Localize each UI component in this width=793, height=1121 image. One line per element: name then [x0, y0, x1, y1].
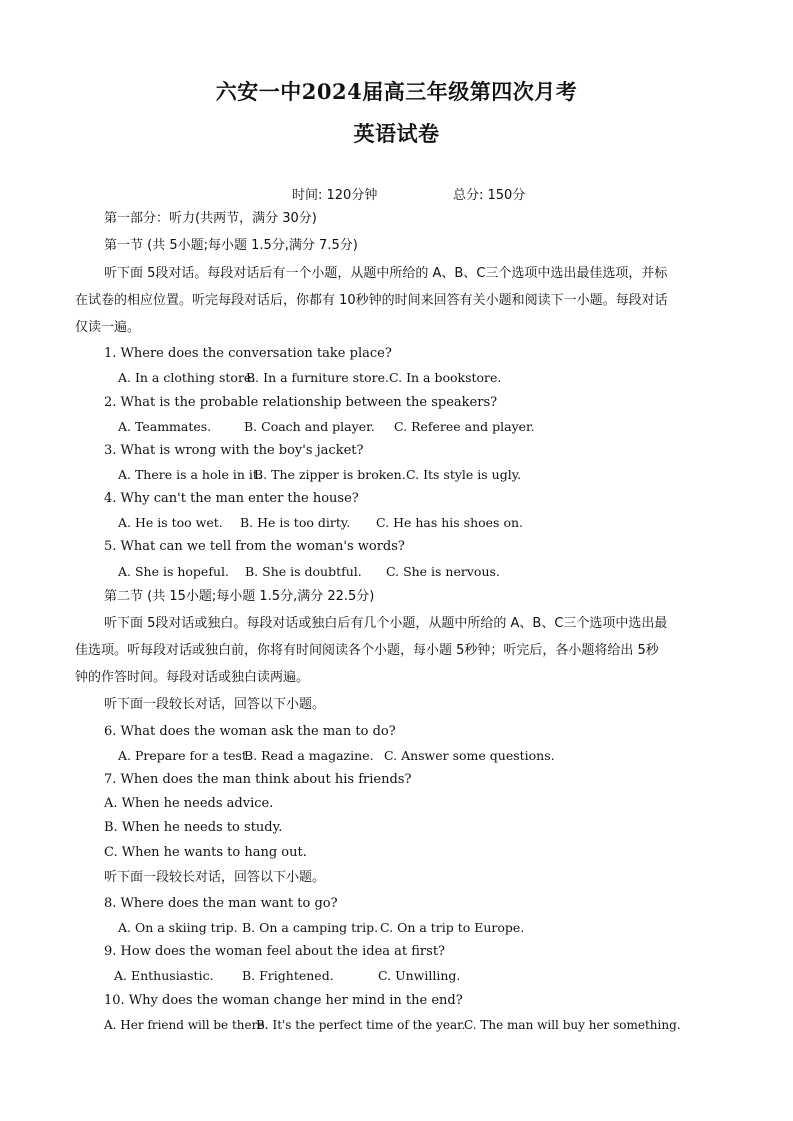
- exam-subtitle: 英语试卷: [353, 121, 440, 146]
- section2-heading: 第二节 (共 15小题;每小题 1.5分,满分 22.5分): [104, 589, 375, 604]
- option-c: C. She is nervous.: [386, 564, 500, 579]
- option-c: C. The man will buy her something.: [464, 1018, 681, 1032]
- option-c: C. Referee and player.: [394, 419, 535, 434]
- option-b: B. In a furniture store.: [246, 370, 389, 385]
- option-a: A. On a skiing trip.: [118, 920, 238, 935]
- option-b: B. She is doubtful.: [245, 564, 362, 579]
- option-c: C. He has his shoes on.: [376, 515, 523, 530]
- question-text: 8. Where does the man want to go?: [104, 896, 338, 911]
- part1-heading: 第一部分：听力(共两节，满分 30分): [104, 211, 317, 226]
- question-text: 10. Why does the woman change her mind in the end?: [104, 993, 463, 1008]
- option-c: C. Unwilling.: [378, 968, 461, 983]
- question-text: 2. What is the probable relationship between the speakers?: [104, 395, 498, 410]
- section2-instruction-line: 佳选项。听每段对话或独白前，你将有时间阅读各个小题，每小题 5秒钟；听完后，各小题将给出 5秒: [75, 643, 659, 658]
- question-text: 1. Where does the conversation take place?: [104, 346, 392, 361]
- option-c: C. When he wants to hang out.: [104, 845, 307, 860]
- section1-instruction-line: 在试卷的相应位置。听完每段对话后，你都有 10秒钟的时间来回答有关小题和阅读下一小题。每段对话: [75, 293, 668, 308]
- option-b: B. The zipper is broken.: [254, 467, 406, 482]
- option-b: B. It's the perfect time of the year.: [256, 1018, 466, 1032]
- section2-instruction-line: 听下面 5段对话或独白。每段对话或独白后有几个小题，从题中所给的 A、B、C三个选项中选出最: [104, 616, 668, 631]
- option-b: B. Read a magazine.: [244, 748, 374, 763]
- option-b: B. When he needs to study.: [104, 820, 283, 835]
- option-a: A. Her friend will be there.: [104, 1018, 269, 1032]
- option-a: A. Teammates.: [118, 419, 212, 434]
- long-dialogue-note: 听下面一段较长对话，回答以下小题。: [104, 697, 326, 712]
- option-a: A. He is too wet.: [118, 515, 223, 530]
- question-text: 5. What can we tell from the woman's words?: [104, 539, 405, 554]
- option-b: B. He is too dirty.: [240, 515, 351, 530]
- option-a: A. In a clothing store.: [118, 370, 256, 385]
- option-b: B. On a camping trip.: [242, 920, 379, 935]
- section2-instruction-line: 钟的作答时间。每段对话或独白读两遍。: [75, 670, 310, 685]
- option-a: A. She is hopeful.: [118, 564, 229, 579]
- exam-title: 六安一中2024届高三年级第四次月考: [215, 79, 578, 104]
- section1-heading: 第一节 (共 5小题;每小题 1.5分,满分 7.5分): [104, 238, 358, 253]
- section1-instruction-line: 听下面 5段对话。每段对话后有一个小题，从题中所给的 A、B、C三个选项中选出最佳选项，并标: [104, 266, 668, 281]
- option-c: C. Its style is ugly.: [406, 467, 522, 482]
- exam-time: 时间: 120分钟: [292, 188, 378, 203]
- option-a: A. Enthusiastic.: [114, 968, 214, 983]
- option-b: B. Frightened.: [242, 968, 334, 983]
- section1-instruction-line: 仅读一遍。: [75, 320, 141, 335]
- option-c: C. In a bookstore.: [389, 370, 502, 385]
- question-text: 7. When does the man think about his friends?: [104, 772, 412, 787]
- question-text: 9. How does the woman feel about the idea at first?: [104, 944, 446, 959]
- option-c: C. On a trip to Europe.: [380, 920, 525, 935]
- option-a: A. When he needs advice.: [104, 796, 274, 811]
- option-a: A. Prepare for a test.: [118, 748, 251, 763]
- option-c: C. Answer some questions.: [384, 748, 555, 763]
- option-a: A. There is a hole in it.: [118, 467, 262, 482]
- question-text: 4. Why can't the man enter the house?: [104, 491, 359, 506]
- question-text: 6. What does the woman ask the man to do?: [104, 724, 396, 739]
- question-text: 3. What is wrong with the boy's jacket?: [104, 443, 364, 458]
- exam-total-score: 总分: 150分: [453, 188, 526, 203]
- long-dialogue-note: 听下面一段较长对话，回答以下小题。: [104, 870, 326, 885]
- option-b: B. Coach and player.: [244, 419, 375, 434]
